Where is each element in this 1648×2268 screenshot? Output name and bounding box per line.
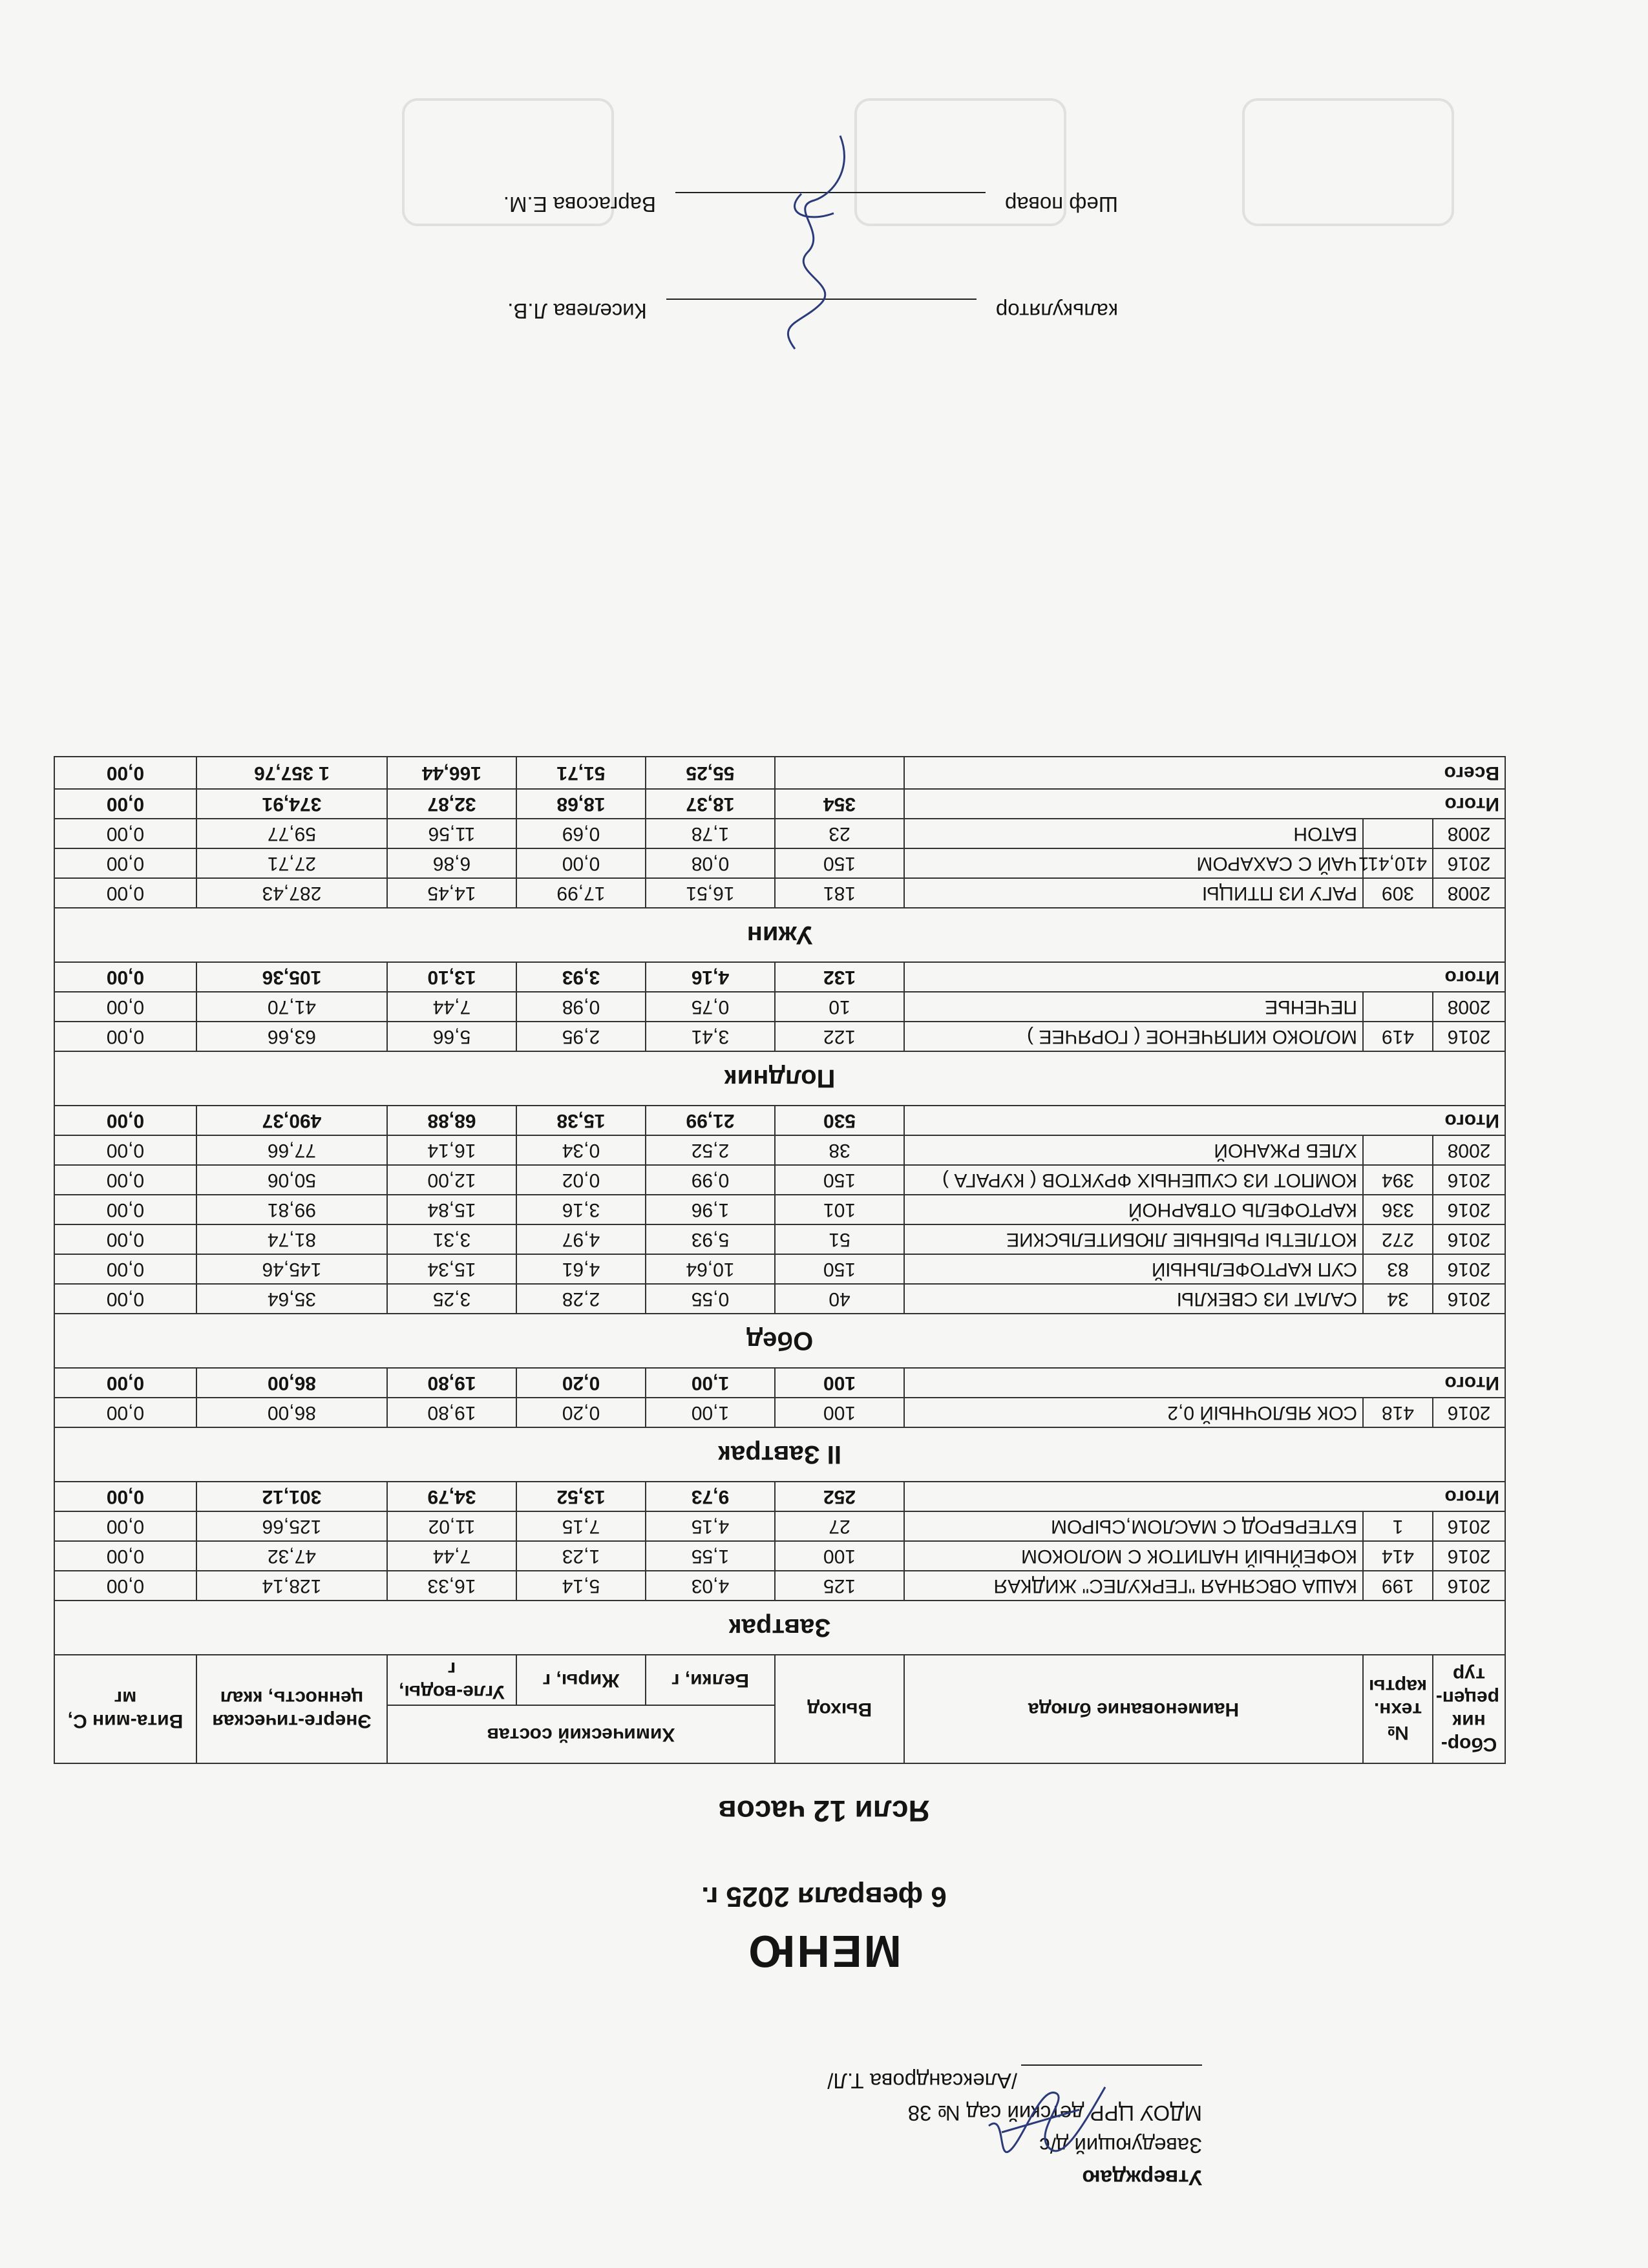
section-title: Ужин [54, 908, 1505, 962]
collection-cell: 2016 [1433, 1511, 1505, 1541]
chef-role: Шеф повар [1004, 193, 1118, 216]
yield-cell: 181 [775, 878, 904, 908]
chef-signature [750, 123, 879, 362]
total-carbs: 13,10 [387, 962, 516, 992]
total-energy: 105,36 [196, 962, 387, 992]
fat-cell: 7,15 [516, 1511, 646, 1541]
vitamin-cell: 0,00 [54, 1254, 196, 1284]
carbs-cell: 11,02 [387, 1511, 516, 1541]
vitamin-cell: 0,00 [54, 1165, 196, 1195]
yield-cell: 27 [775, 1511, 904, 1541]
total-protein: 4,16 [646, 962, 775, 992]
carbs-cell: 14,45 [387, 878, 516, 908]
bleed-through-box [1242, 98, 1454, 226]
approval-title: Утверждаю [1082, 2166, 1202, 2190]
collection-cell: 2016 [1433, 1284, 1505, 1314]
protein-cell: 3,41 [646, 1022, 775, 1051]
vitamin-cell: 0,00 [54, 1398, 196, 1427]
section-title: Завтрак [54, 1601, 1505, 1655]
dish-name-cell: ЧАЙ С САХАРОМ [904, 848, 1363, 878]
dish-name-cell: СОК ЯБЛОЧНЫЙ 0,2 [904, 1398, 1363, 1427]
energy-cell: 125,66 [196, 1511, 387, 1541]
total-carbs: 32,87 [387, 789, 516, 819]
total-yield: 132 [775, 962, 904, 992]
section-header [54, 1051, 1505, 1106]
total-label: Итого [904, 1106, 1505, 1135]
energy-cell: 287,43 [196, 878, 387, 908]
dish-name-cell: САЛАТ ИЗ СВЕКЛЫ [904, 1284, 1363, 1314]
carbs-cell: 6,86 [387, 848, 516, 878]
vitamin-cell: 0,00 [54, 1195, 196, 1224]
collection-cell: 2016 [1433, 848, 1505, 878]
total-yield: 354 [775, 789, 904, 819]
table-row [54, 1135, 1505, 1165]
grand-total-row [54, 757, 1505, 789]
vitamin-cell: 0,00 [54, 1224, 196, 1254]
carbs-cell: 5,66 [387, 1022, 516, 1051]
yield-cell: 40 [775, 1284, 904, 1314]
yield-cell: 23 [775, 819, 904, 848]
table-row [54, 848, 1505, 878]
table-row [54, 819, 1505, 848]
card-no-cell [1363, 819, 1433, 848]
menu-table-body [54, 757, 1505, 1655]
yield-cell: 38 [775, 1135, 904, 1165]
energy-cell: 128,14 [196, 1571, 387, 1601]
grand-total-yield [775, 757, 904, 789]
yield-cell: 101 [775, 1195, 904, 1224]
section-title: Полдник [54, 1051, 1505, 1106]
header-card-no: № техн. карты [1363, 1655, 1433, 1763]
card-no-cell: 199 [1363, 1571, 1433, 1601]
total-label: Итого [904, 1368, 1505, 1398]
card-no-cell: 419 [1363, 1022, 1433, 1051]
vitamin-cell: 0,00 [54, 819, 196, 848]
collection-cell: 2008 [1433, 878, 1505, 908]
table-row [54, 1398, 1505, 1427]
energy-cell: 47,32 [196, 1541, 387, 1571]
protein-cell: 0,75 [646, 992, 775, 1022]
energy-cell: 41,70 [196, 992, 387, 1022]
collection-cell: 2016 [1433, 1398, 1505, 1427]
yield-cell: 51 [775, 1224, 904, 1254]
collection-cell: 2008 [1433, 819, 1505, 848]
grand-total-label: Всего [904, 757, 1505, 789]
section-total-row [54, 789, 1505, 819]
section-header [54, 1427, 1505, 1482]
vitamin-cell: 0,00 [54, 878, 196, 908]
table-row [54, 1254, 1505, 1284]
vitamin-cell: 0,00 [54, 1571, 196, 1601]
collection-cell: 2008 [1433, 992, 1505, 1022]
protein-cell: 4,03 [646, 1571, 775, 1601]
group-name: Ясли 12 часов [718, 1794, 930, 1828]
protein-cell: 1,78 [646, 819, 775, 848]
protein-cell: 1,00 [646, 1398, 775, 1427]
energy-cell: 81,74 [196, 1224, 387, 1254]
yield-cell: 125 [775, 1571, 904, 1601]
table-row [54, 1571, 1505, 1601]
total-carbs: 34,79 [387, 1482, 516, 1511]
carbs-cell: 15,34 [387, 1254, 516, 1284]
header-vitamin-c: Вита-мин С, мг [54, 1655, 196, 1763]
total-energy: 86,00 [196, 1368, 387, 1398]
total-carbs: 19,80 [387, 1368, 516, 1398]
protein-cell: 4,15 [646, 1511, 775, 1541]
menu-table [54, 756, 1506, 1764]
card-no-cell: 394 [1363, 1165, 1433, 1195]
total-vitamin: 0,00 [54, 789, 196, 819]
dish-name-cell: КОФЕЙНЫЙ НАПИТОК С МОЛОКОМ [904, 1541, 1363, 1571]
fat-cell: 0,98 [516, 992, 646, 1022]
section-header [54, 908, 1505, 962]
protein-cell: 0,08 [646, 848, 775, 878]
dish-name-cell: БАТОН [904, 819, 1363, 848]
card-no-cell: 1 [1363, 1511, 1433, 1541]
calc-name: Киселева Л.В. [507, 299, 647, 323]
dish-name-cell: МОЛОКО КИПЯЧЕНОЕ ( ГОРЯЧЕЕ ) [904, 1022, 1363, 1051]
header-protein: Белки, г [646, 1655, 775, 1705]
section-total-row [54, 962, 1505, 992]
protein-cell: 10,64 [646, 1254, 775, 1284]
director-signature [969, 2074, 1118, 2171]
card-no-cell [1363, 992, 1433, 1022]
total-yield: 252 [775, 1482, 904, 1511]
card-no-cell [1363, 1135, 1433, 1165]
total-yield: 100 [775, 1368, 904, 1398]
dish-name-cell: ХЛЕБ РЖАНОЙ [904, 1135, 1363, 1165]
card-no-cell: 309 [1363, 878, 1433, 908]
grand-total-vitamin: 0,00 [54, 757, 196, 789]
yield-cell: 100 [775, 1398, 904, 1427]
header-fat: Жиры, г [516, 1655, 646, 1705]
protein-cell: 1,55 [646, 1541, 775, 1571]
protein-cell: 1,96 [646, 1195, 775, 1224]
grand-total-energy: 1 357,76 [196, 757, 387, 789]
collection-cell: 2016 [1433, 1195, 1505, 1224]
carbs-cell: 3,31 [387, 1224, 516, 1254]
section-title: II Завтрак [54, 1427, 1505, 1482]
yield-cell: 150 [775, 1165, 904, 1195]
section-total-row [54, 1482, 1505, 1511]
total-carbs: 68,88 [387, 1106, 516, 1135]
approval-organization: МДОУ ЦРР детский сад № 38 [907, 2101, 1202, 2125]
energy-cell: 86,00 [196, 1398, 387, 1427]
vitamin-cell: 0,00 [54, 1135, 196, 1165]
table-row [54, 1224, 1505, 1254]
yield-cell: 122 [775, 1022, 904, 1051]
carbs-cell: 3,25 [387, 1284, 516, 1314]
protein-cell: 2,52 [646, 1135, 775, 1165]
approval-name: /Александрова Т.Л/ [827, 2069, 1017, 2093]
energy-cell: 27,71 [196, 848, 387, 878]
collection-cell: 2008 [1433, 1135, 1505, 1165]
vitamin-cell: 0,00 [54, 848, 196, 878]
section-title: Обед [54, 1314, 1505, 1368]
total-fat: 0,20 [516, 1368, 646, 1398]
header-chem-composition: Химический состав [387, 1705, 775, 1763]
dish-name-cell: КАРТОФЕЛЬ ОТВАРНОЙ [904, 1195, 1363, 1224]
collection-cell: 2016 [1433, 1254, 1505, 1284]
collection-cell: 2016 [1433, 1165, 1505, 1195]
carbs-cell: 7,44 [387, 992, 516, 1022]
total-fat: 13,52 [516, 1482, 646, 1511]
fat-cell: 0,02 [516, 1165, 646, 1195]
approval-position: Заведующий д/с [1039, 2134, 1202, 2158]
fat-cell: 0,20 [516, 1398, 646, 1427]
total-label: Итого [904, 789, 1505, 819]
total-fat: 3,93 [516, 962, 646, 992]
calc-role: калькулятор [995, 299, 1118, 323]
header-energy: Энерге-тическая ценность, ккал [196, 1655, 387, 1763]
yield-cell: 10 [775, 992, 904, 1022]
energy-cell: 35,64 [196, 1284, 387, 1314]
carbs-cell: 7,44 [387, 1541, 516, 1571]
dish-name-cell: КАША ОВСЯНАЯ "ГЕРКУЛЕС" ЖИДКАЯ [904, 1571, 1363, 1601]
header-dish-name: Наименование блюда [904, 1655, 1363, 1763]
carbs-cell: 16,33 [387, 1571, 516, 1601]
protein-cell: 0,55 [646, 1284, 775, 1314]
vitamin-cell: 0,00 [54, 1511, 196, 1541]
vitamin-cell: 0,00 [54, 1541, 196, 1571]
card-no-cell: 83 [1363, 1254, 1433, 1284]
vitamin-cell: 0,00 [54, 1022, 196, 1051]
carbs-cell: 16,14 [387, 1135, 516, 1165]
carbs-cell: 15,84 [387, 1195, 516, 1224]
total-vitamin: 0,00 [54, 962, 196, 992]
grand-total-protein: 55,25 [646, 757, 775, 789]
energy-cell: 59,77 [196, 819, 387, 848]
carbs-cell: 11,56 [387, 819, 516, 848]
fat-cell: 4,61 [516, 1254, 646, 1284]
fat-cell: 2,28 [516, 1284, 646, 1314]
table-row [54, 992, 1505, 1022]
document-title: МЕНЮ [746, 1926, 902, 1977]
table-row [54, 1541, 1505, 1571]
section-header [54, 1314, 1505, 1368]
header-carbs: Угле-воды, г [387, 1655, 516, 1705]
fat-cell: 5,14 [516, 1571, 646, 1601]
total-vitamin: 0,00 [54, 1482, 196, 1511]
table-row [54, 1022, 1505, 1051]
collection-cell: 2016 [1433, 1541, 1505, 1571]
total-yield: 530 [775, 1106, 904, 1135]
yield-cell: 100 [775, 1541, 904, 1571]
table-row [54, 1511, 1505, 1541]
document-date: 6 февраля 2025 г. [701, 1881, 947, 1913]
protein-cell: 0,99 [646, 1165, 775, 1195]
total-protein: 1,00 [646, 1368, 775, 1398]
fat-cell: 17,99 [516, 878, 646, 908]
dish-name-cell: РАГУ ИЗ ПТИЦЫ [904, 878, 1363, 908]
energy-cell: 145,46 [196, 1254, 387, 1284]
collection-cell: 2016 [1433, 1022, 1505, 1051]
fat-cell: 3,16 [516, 1195, 646, 1224]
header-yield: Выход [775, 1655, 904, 1763]
fat-cell: 0,34 [516, 1135, 646, 1165]
dish-name-cell: КОМПОТ ИЗ СУШЕНЫХ ФРУКТОВ ( КУРАГА ) [904, 1165, 1363, 1195]
total-energy: 301,12 [196, 1482, 387, 1511]
total-protein: 21,99 [646, 1106, 775, 1135]
energy-cell: 77,66 [196, 1135, 387, 1165]
card-no-cell: 418 [1363, 1398, 1433, 1427]
vitamin-cell: 0,00 [54, 992, 196, 1022]
yield-cell: 150 [775, 848, 904, 878]
energy-cell: 50,06 [196, 1165, 387, 1195]
table-row [54, 1195, 1505, 1224]
header-collection: Сбор-ник рецеп-тур [1433, 1655, 1505, 1763]
total-energy: 490,37 [196, 1106, 387, 1135]
chef-name: Варгасова Е.М. [503, 193, 656, 216]
dish-name-cell: СУП КАРТОФЕЛЬНЫЙ [904, 1254, 1363, 1284]
yield-cell: 150 [775, 1254, 904, 1284]
table-row [54, 878, 1505, 908]
carbs-cell: 19,80 [387, 1398, 516, 1427]
energy-cell: 99,81 [196, 1195, 387, 1224]
dish-name-cell: КОТЛЕТЫ РЫБНЫЕ ЛЮБИТЕЛЬСКИЕ [904, 1224, 1363, 1254]
fat-cell: 2,95 [516, 1022, 646, 1051]
fat-cell: 0,00 [516, 848, 646, 878]
total-energy: 374,91 [196, 789, 387, 819]
protein-cell: 16,51 [646, 878, 775, 908]
fat-cell: 0,69 [516, 819, 646, 848]
section-header [54, 1601, 1505, 1655]
total-protein: 18,37 [646, 789, 775, 819]
table-row [54, 1165, 1505, 1195]
carbs-cell: 12,00 [387, 1165, 516, 1195]
card-no-cell: 34 [1363, 1284, 1433, 1314]
dish-name-cell: ПЕЧЕНЬЕ [904, 992, 1363, 1022]
fat-cell: 4,97 [516, 1224, 646, 1254]
total-fat: 18,68 [516, 789, 646, 819]
collection-cell: 2016 [1433, 1571, 1505, 1601]
total-vitamin: 0,00 [54, 1368, 196, 1398]
dish-name-cell: БУТЕРБРОД С МАСЛОМ,СЫРОМ [904, 1511, 1363, 1541]
grand-total-fat: 51,71 [516, 757, 646, 789]
collection-cell: 2016 [1433, 1224, 1505, 1254]
total-label: Итого [904, 962, 1505, 992]
card-no-cell: 336 [1363, 1195, 1433, 1224]
total-label: Итого [904, 1482, 1505, 1511]
fat-cell: 1,23 [516, 1541, 646, 1571]
energy-cell: 63,66 [196, 1022, 387, 1051]
total-fat: 15,38 [516, 1106, 646, 1135]
card-no-cell: 272 [1363, 1224, 1433, 1254]
table-row [54, 1284, 1505, 1314]
card-no-cell: 410,411 [1363, 848, 1433, 878]
vitamin-cell: 0,00 [54, 1284, 196, 1314]
grand-total-carbs: 166,44 [387, 757, 516, 789]
total-protein: 9,73 [646, 1482, 775, 1511]
card-no-cell: 414 [1363, 1541, 1433, 1571]
section-total-row [54, 1106, 1505, 1135]
total-vitamin: 0,00 [54, 1106, 196, 1135]
section-total-row [54, 1368, 1505, 1398]
protein-cell: 5,93 [646, 1224, 775, 1254]
